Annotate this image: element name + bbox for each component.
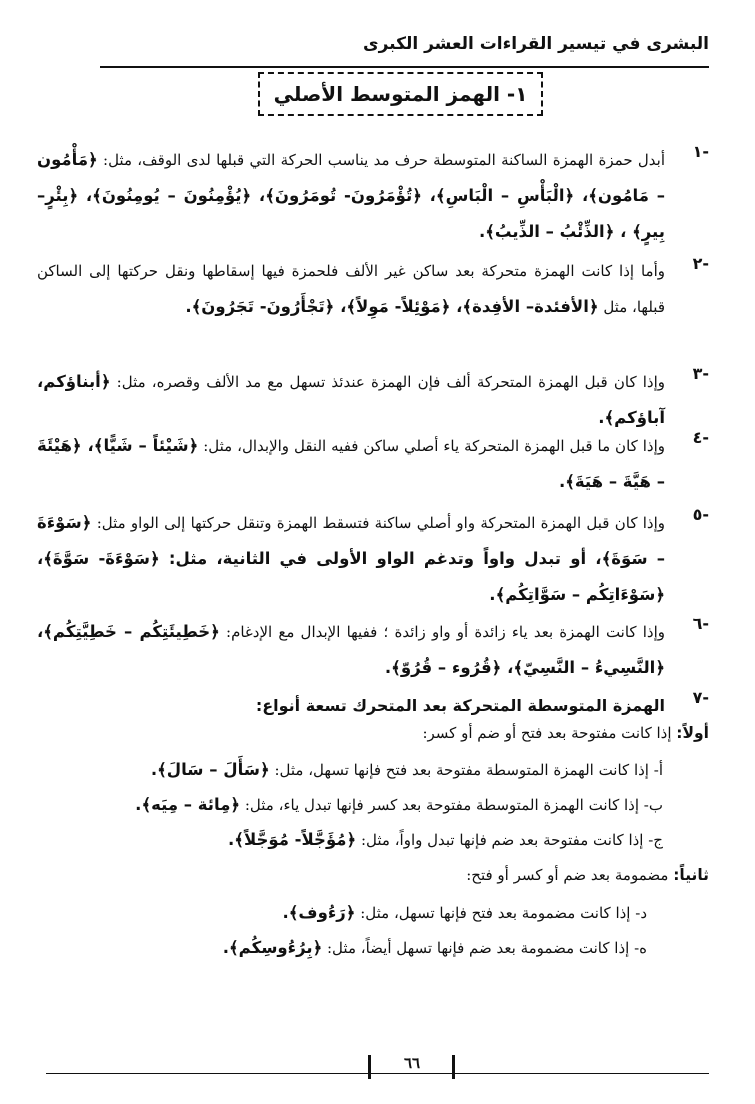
category-text: إذا كانت مفتوحة بعد فتح أو ضم أو كسر: bbox=[422, 724, 677, 742]
sub-letter: ه- bbox=[634, 939, 647, 957]
quran-example: ﴿مُؤَجَّلاً- مُوَجَّلاً﴾. bbox=[228, 830, 357, 849]
rule-item-6 bbox=[37, 614, 709, 686]
sub-text: إذا كانت الهمزة المتوسطة مفتوحة بعد كسر فإنها تبدل ياء، مثل: bbox=[240, 796, 644, 814]
section-title-box bbox=[258, 72, 543, 116]
item-text bbox=[37, 364, 665, 436]
running-header-title: البشرى في تيسير القراءات العشر الكبرى bbox=[363, 34, 709, 54]
footer-bar-right bbox=[452, 1055, 455, 1079]
item-heading: الهمزة المتوسطة المتحركة بعد المتحرك تسعة أنواع: bbox=[255, 696, 665, 715]
sub-item-e bbox=[47, 938, 647, 957]
sub-text: إذا كانت الهمزة المتوسطة مفتوحة بعد فتح فإنها تسهل، مثل: bbox=[269, 761, 654, 779]
item-body: وإذا كانت الهمزة بعد ياء زائدة أو واو زائدة ؛ ففيها الإبدال مع الإدغام: bbox=[219, 623, 665, 641]
item-text bbox=[37, 505, 665, 613]
rule-item-7 bbox=[37, 688, 709, 723]
quran-example: ﴿سَوْءَةَ – سَوَةَ﴾، أو تبدل واواً وتدغم الواو الأولى في الثانية، مثل: ﴿سَوْءَةَ- سَوَّةَ﴾، ﴿سَوْءَاتِكُم – سَوَّاتِكُم﴾. bbox=[37, 513, 665, 604]
category-text: مضمومة بعد ضم أو كسر أو فتح: bbox=[466, 866, 674, 884]
quran-example: ﴿سَأَلَ – سَالَ﴾. bbox=[150, 760, 270, 779]
item-body: وأما إذا كانت الهمزة متحركة بعد ساكن غير الألف فلحمزة فيها إسقاطها ونقل حركتها إلى الساكن قبلها، مثل bbox=[37, 262, 665, 316]
category-label: أولاً: bbox=[676, 724, 709, 742]
item-text bbox=[37, 614, 665, 686]
sub-letter: د- bbox=[635, 904, 647, 922]
footer-bar-left bbox=[368, 1055, 371, 1079]
sub-letter: أ- bbox=[653, 761, 663, 779]
sub-item-a bbox=[63, 760, 663, 779]
item-body: وإذا كان قبل الهمزة المتحركة واو أصلي ساكنة فتسقط الهمزة وتنقل حركتها إلى الواو مثل: bbox=[91, 514, 665, 532]
footer-rule bbox=[46, 1073, 709, 1074]
category-first bbox=[9, 724, 709, 742]
rule-item-5 bbox=[37, 505, 709, 613]
section-title: ١- الهمز المتوسط الأصلي bbox=[273, 82, 528, 106]
rule-item-4 bbox=[37, 428, 709, 500]
page-number: ٦٦ bbox=[403, 1054, 421, 1072]
quran-example: ﴿خَطِيئَتِكُم – خَطِيَّتِكُم﴾، ﴿النَّسِيءُ – النَّسِيّ﴾، ﴿قُرُوء – قُرُوّ﴾. bbox=[37, 622, 665, 677]
sub-text: إذا كانت مفتوحة بعد ضم فإنها تبدل واواً، مثل: bbox=[356, 831, 649, 849]
quran-example: ﴿شَيْئاً – شَيًّا﴾، ﴿هَيْئَةَ – هَيَّةَ – هَيَةَ﴾. bbox=[37, 436, 665, 491]
item-number: -٥ bbox=[692, 505, 709, 524]
item-number: -٣ bbox=[692, 364, 709, 383]
quran-example: ﴿مَأْمُون – مَامُون﴾، ﴿الْبَأْسِ – الْبَاسِ﴾، ﴿تُؤْمَرُونَ- تُومَرُونَ﴾، ﴿يُؤْمِنُونَ – يُومِنُونَ﴾، ﴿بِئْرٍ–بِيرٍ﴾ ، ﴿الذِّئْبُ – الذِّيبُ﴾. bbox=[37, 150, 665, 241]
sub-text: إذا كانت مضمومة بعد فتح فإنها تسهل، مثل: bbox=[355, 904, 636, 922]
item-text bbox=[37, 142, 665, 250]
item-body: وإذا كان ما قبل الهمزة المتحركة ياء أصلي ساكن ففيه النقل والإبدال، مثل: bbox=[198, 437, 665, 455]
item-body: وإذا كان قبل الهمزة المتحركة ألف فإن الهمزة عندئذ تسهل مع مد الألف وقصره، مثل: bbox=[110, 373, 665, 391]
quran-example: ﴿أبناؤكم، آباؤكم﴾. bbox=[37, 372, 665, 427]
item-number: -٤ bbox=[692, 428, 709, 447]
header-rule bbox=[100, 66, 709, 68]
item-number: -٦ bbox=[692, 614, 709, 633]
sub-letter: ب- bbox=[643, 796, 663, 814]
quran-example: ﴿الأفئدة– الأفِدة﴾، ﴿مَوْئِلاً- مَوِلاً﴾، ﴿تَجْأَرُونَ- تَجَرُونَ﴾. bbox=[185, 297, 599, 316]
item-body: أبدل حمزة الهمزة الساكنة المتوسطة حرف مد يناسب الحركة التي قبلها لدى الوقف، مثل: bbox=[97, 151, 665, 169]
category-label: ثانياً: bbox=[673, 866, 709, 884]
rule-item-2 bbox=[37, 254, 709, 325]
item-number: -٧ bbox=[692, 688, 709, 707]
sub-item-d bbox=[47, 903, 647, 922]
sub-text: إذا كانت مضمومة بعد ضم فإنها تسهل أيضاً، مثل: bbox=[322, 939, 635, 957]
item-text bbox=[37, 428, 665, 500]
rule-item-1 bbox=[37, 142, 709, 250]
rule-item-3 bbox=[37, 364, 709, 436]
item-text bbox=[37, 254, 665, 325]
quran-example: ﴿رَءُوف﴾. bbox=[282, 903, 356, 922]
sub-item-b bbox=[63, 795, 663, 814]
item-number: -٢ bbox=[692, 254, 709, 273]
sub-letter: ج- bbox=[648, 831, 663, 849]
sub-item-c bbox=[63, 830, 663, 849]
quran-example: ﴿مِائة – مِيَه﴾. bbox=[135, 795, 241, 814]
item-number: -١ bbox=[692, 142, 709, 161]
quran-example: ﴿بِرُءُوسِكُم﴾. bbox=[222, 938, 323, 957]
category-second bbox=[9, 866, 709, 884]
